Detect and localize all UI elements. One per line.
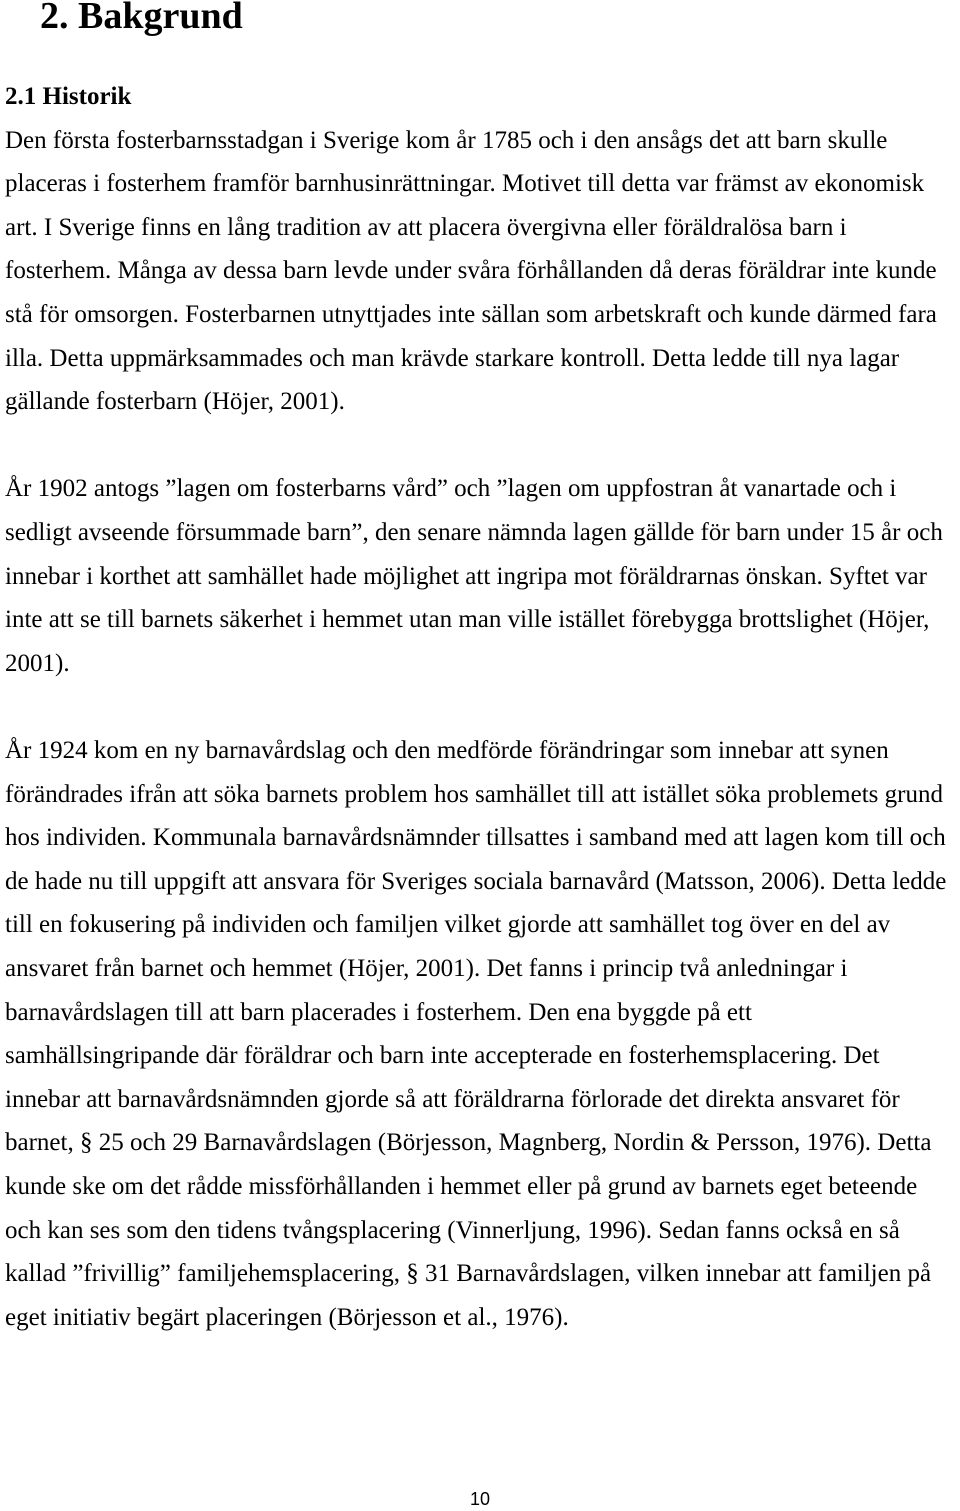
- text-line: fosterhem. Många av dessa barn levde under svåra förhållanden då deras föräldrar inte kunde: [5, 257, 937, 285]
- text-line: eget initiativ begärt placeringen (Börjesson et al., 1976).: [5, 1303, 569, 1331]
- paragraph: [5, 729, 955, 1339]
- text-line: placeras i fosterhem framför barnhusinrättningar. Motivet till detta var främst av ekonomisk: [5, 170, 925, 198]
- paragraph: [5, 119, 955, 424]
- text-line: ansvaret från barnet och hemmet (Höjer, 2001). Det fanns i princip två anledningar i: [5, 954, 848, 982]
- page-number: 10: [469, 1489, 491, 1509]
- text-line: och kan ses som den tidens tvångsplacering (Vinnerljung, 1996). Sedan fanns också en så: [5, 1216, 900, 1244]
- text-line: inte att se till barnets säkerhet i hemmet utan man ville istället förebygga brottslighet (Höjer,: [5, 606, 930, 634]
- section-heading: 2.1 Historik: [5, 83, 132, 110]
- paragraph: [5, 467, 955, 685]
- text-line: kallad ”frivillig” familjehemsplacering, § 31 Barnavårdslagen, vilken innebar att familjen på: [5, 1260, 932, 1288]
- text-line: stå för omsorgen. Fosterbarnen utnyttjades inte sällan som arbetskraft och kunde därmed fara: [5, 300, 937, 328]
- text-line: 2001).: [5, 649, 70, 677]
- text-line: barnet, § 25 och 29 Barnavårdslagen (Börjesson, Magnberg, Nordin & Persson, 1976). Detta: [5, 1129, 932, 1157]
- chapter-heading: 2. Bakgrund: [40, 0, 243, 37]
- text-line: År 1902 antogs ”lagen om fosterbarns vård” och ”lagen om uppfostran åt vanartade och i: [5, 475, 897, 503]
- text-line: hos individen. Kommunala barnavårdsnämnder tillsattes i samband med att lagen kom till och: [5, 824, 946, 852]
- text-line: Den första fosterbarnsstadgan i Sverige kom år 1785 och i den ansågs det att barn skulle: [5, 126, 888, 154]
- text-line: innebar att barnavårdsnämnden gjorde så att föräldrarna förlorade det direkta ansvaret för: [5, 1085, 900, 1113]
- text-line: illa. Detta uppmärksammades och man krävde starkare kontroll. Detta ledde till nya lagar: [5, 344, 900, 372]
- text-line: barnavårdslagen till att barn placerades i fosterhem. Den ena byggde på ett: [5, 998, 752, 1026]
- text-line: innebar i korthet att samhället hade möjlighet att ingripa mot föräldrarnas önskan. Syftet var: [5, 562, 927, 590]
- text-line: till en fokusering på individen och familjen vilket gjorde att samhället tog över en del av: [5, 911, 891, 939]
- text-line: samhällsingripande där föräldrar och barn inte accepterade en fosterhemsplacering. Det: [5, 1042, 880, 1070]
- text-line: förändrades ifrån att söka barnets problem hos samhället till att istället söka problemets grund: [5, 780, 943, 808]
- text-line: art. I Sverige finns en lång tradition av att placera övergivna eller föräldralösa barn i: [5, 213, 847, 241]
- text-line: År 1924 kom en ny barnavårdslag och den medförde förändringar som innebar att synen: [5, 737, 889, 764]
- text-line: de hade nu till uppgift att ansvara för Sveriges sociala barnavård (Matsson, 2006). Detta ledde: [5, 867, 947, 895]
- text-line: sedligt avseende försummade barn”, den senare nämnda lagen gällde för barn under 15 år och: [5, 518, 943, 546]
- text-line: kunde ske om det rådde missförhållanden i hemmet eller på grund av barnets eget beteende: [5, 1172, 918, 1200]
- text-line: gällande fosterbarn (Höjer, 2001).: [5, 388, 345, 416]
